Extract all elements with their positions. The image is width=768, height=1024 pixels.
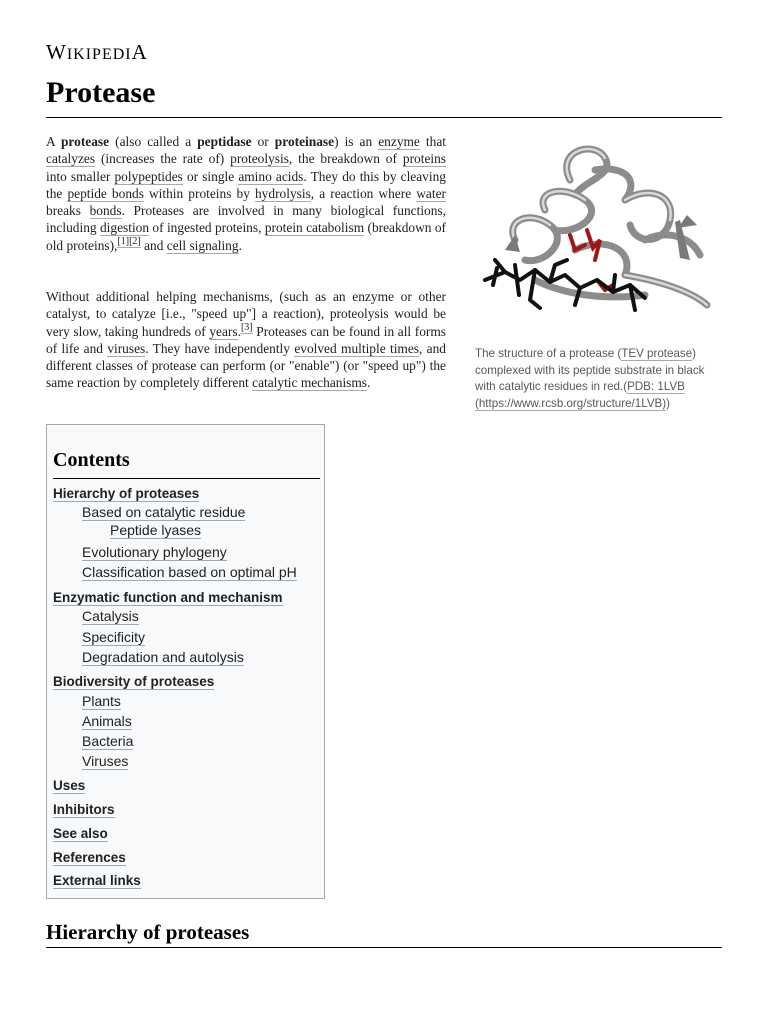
wordmark-first: W — [46, 40, 67, 64]
toc-item-references[interactable]: References — [53, 850, 126, 865]
link-catalytic-mechanisms[interactable]: catalytic mechanisms — [252, 375, 368, 391]
link-years[interactable]: years — [209, 323, 238, 339]
protease-structure-figure[interactable] — [475, 140, 720, 340]
link-amino-acids[interactable]: amino acids — [238, 168, 304, 184]
section-divider — [46, 947, 722, 948]
toc-item-see-also[interactable]: See also — [53, 826, 108, 841]
peptide-substrate — [485, 260, 645, 310]
wordmark-last: A — [131, 40, 148, 64]
link-viruses[interactable]: viruses — [107, 340, 146, 356]
toc-item-external-links[interactable]: External links — [53, 873, 141, 888]
link-hydrolysis[interactable]: hydrolysis — [254, 185, 311, 201]
link-pdb-1lvb[interactable]: PDB: 1LVB — [627, 380, 685, 393]
section-heading-hierarchy: Hierarchy of proteases — [46, 920, 250, 944]
protein-structure-image — [475, 140, 720, 340]
link-catalyzes[interactable]: catalyzes — [46, 151, 96, 167]
toc-item-enzymatic-function[interactable]: Enzymatic function and mechanism — [53, 590, 283, 605]
toc-item-animals[interactable]: Animals — [82, 713, 132, 729]
figure-caption: The structure of a protease (TEV protease) complexed with its peptide substrate in black with catalytic residues in red.(PDB: 1LVB (https://www.rcsb.org/structure/1LVB)) — [475, 347, 705, 410]
wikipedia-wordmark[interactable] — [46, 40, 148, 65]
toc-item-peptide-lyases[interactable]: Peptide lyases — [110, 522, 202, 538]
toc-item-evolutionary-phylogeny[interactable]: Evolutionary phylogeny — [82, 544, 227, 560]
toc-item-catalysis[interactable]: Catalysis — [82, 608, 139, 624]
toc-item-viruses[interactable]: Viruses — [82, 753, 129, 769]
bold-proteinase: proteinase — [274, 134, 335, 149]
link-tev-protease[interactable]: TEV protease — [621, 347, 693, 360]
link-peptide-bonds[interactable]: peptide bonds — [67, 185, 144, 201]
link-evolved-multiple-times[interactable]: evolved multiple times — [294, 340, 419, 356]
citation-2[interactable]: [2] — [129, 236, 141, 248]
link-water[interactable]: water — [416, 185, 446, 201]
title-divider — [46, 117, 722, 118]
toc-title: Contents — [53, 449, 130, 471]
toc-item-specificity[interactable]: Specificity — [82, 629, 146, 645]
second-paragraph: Without additional helping mechanisms, (such as an enzyme or other catalyst, to catalyze [i.e., "speed up"] a reaction), proteolysis would be very slow, taking hundreds of years.[3] Proteases can be found in all forms of life and viruses. They have independently evolved multiple times, and different classes of protease can perform (or "enable") (or "speed up") the same reaction by completely different catalytic mechanisms. — [46, 289, 447, 391]
intro-paragraph: A protease (also called a peptidase or proteinase) is an enzyme that catalyzes (increases the rate of) proteolysis, the breakdown of proteins into smaller polypeptides or single amino acids. They do this by cleaving the peptide bonds within proteins by hydrolysis, a reaction where water breaks bonds. Proteases are involved in many biological functions, including digestion of ingested proteins, protein catabolism (breakdown of old proteins),[1][2] and cell signaling. — [46, 134, 447, 253]
link-bonds[interactable]: bonds — [89, 203, 122, 219]
link-digestion[interactable]: digestion — [99, 220, 150, 236]
link-cell-signaling[interactable]: cell signaling — [166, 237, 239, 253]
toc-item-plants[interactable]: Plants — [82, 693, 121, 709]
table-of-contents — [46, 424, 325, 899]
page-title: Protease — [46, 76, 156, 109]
link-proteins[interactable]: proteins — [402, 151, 447, 167]
link-enzyme[interactable]: enzyme — [378, 134, 420, 149]
bold-protease: protease — [60, 134, 110, 149]
citation-1[interactable]: [1] — [117, 236, 130, 248]
toc-item-based-on-catalytic-residue[interactable]: Based on catalytic residue — [82, 504, 246, 520]
link-protein-catabolism[interactable]: protein catabolism — [264, 220, 365, 236]
link-rcsb-url[interactable]: (https://www.rcsb.org/structure/1LVB) — [475, 396, 667, 410]
toc-item-hierarchy[interactable]: Hierarchy of proteases — [53, 486, 200, 501]
toc-item-uses[interactable]: Uses — [53, 778, 86, 793]
link-polypeptides[interactable]: polypeptides — [114, 168, 183, 184]
toc-item-classification-ph[interactable]: Classification based on optimal pH — [82, 564, 297, 580]
toc-divider — [53, 478, 320, 479]
link-proteolysis[interactable]: proteolysis — [230, 151, 289, 167]
citation-3[interactable]: [3] — [240, 322, 253, 334]
toc-item-inhibitors[interactable]: Inhibitors — [53, 802, 115, 817]
toc-item-biodiversity[interactable]: Biodiversity of proteases — [53, 674, 215, 689]
toc-item-degradation-autolysis[interactable]: Degradation and autolysis — [82, 649, 244, 665]
bold-peptidase: peptidase — [197, 134, 252, 149]
wordmark-middle: IKIPEDI — [66, 46, 132, 63]
toc-item-bacteria[interactable]: Bacteria — [82, 733, 134, 749]
